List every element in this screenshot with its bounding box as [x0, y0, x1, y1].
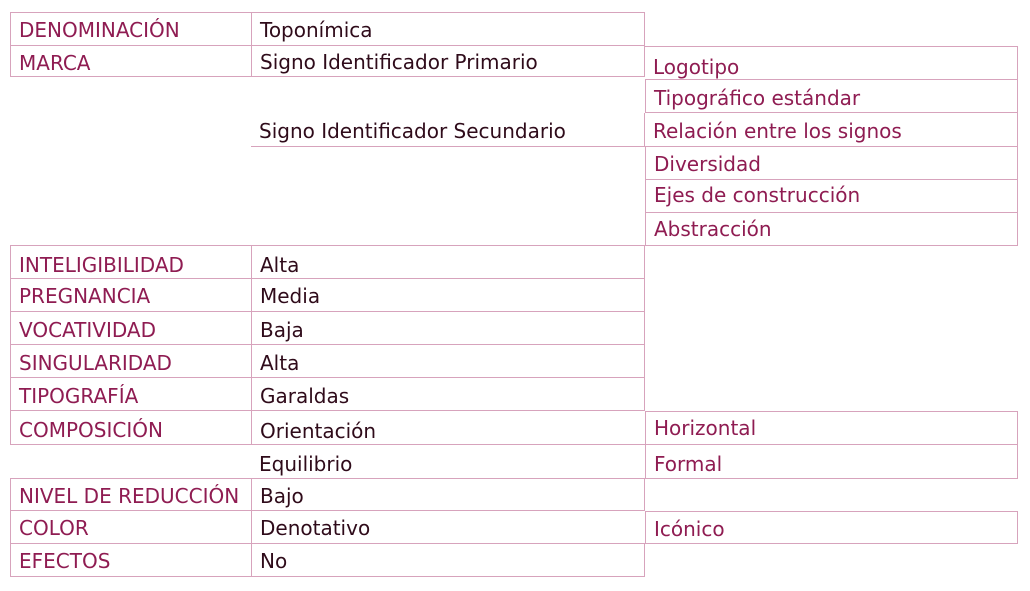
marca-subitem-relacion-signos: Relación entre los signos: [645, 113, 1018, 147]
marca-secondary-sign: Signo Identificador Secundario: [251, 113, 645, 147]
value-singularidad: Alta: [251, 345, 645, 378]
label-nivel-reduccion: NIVEL DE REDUCCIÓN: [10, 478, 251, 511]
label-efectos: EFECTOS: [10, 544, 251, 577]
composicion-value-formal: Formal: [645, 445, 1018, 479]
value-denominacion: Toponímica: [251, 12, 645, 46]
value-pregnancia: Media: [251, 279, 645, 312]
value-vocatividad: Baja: [251, 312, 645, 345]
label-color: COLOR: [10, 511, 251, 544]
label-marca: MARCA: [10, 46, 251, 77]
value-color: Denotativo: [251, 511, 645, 544]
label-vocatividad: VOCATIVIDAD: [10, 312, 251, 345]
marca-subitem-logotipo: Logotipo: [645, 46, 1018, 80]
label-composicion: COMPOSICIÓN: [10, 411, 251, 445]
marca-primary-sign: Signo Identificador Primario: [251, 46, 645, 77]
marca-subitem-abstraccion: Abstracción: [645, 213, 1018, 246]
marca-subitem-ejes-construccion: Ejes de construcción: [645, 180, 1018, 213]
value-efectos: No: [251, 544, 645, 577]
value-tipografia: Garaldas: [251, 378, 645, 411]
composicion-item-orientacion: Orientación: [251, 411, 645, 445]
label-inteligibilidad: INTELIGIBILIDAD: [10, 245, 251, 279]
marca-subitem-diversidad: Diversidad: [645, 147, 1018, 180]
value-color-extra: Icónico: [645, 511, 1018, 544]
value-nivel-reduccion: Bajo: [251, 478, 645, 511]
label-tipografia: TIPOGRAFÍA: [10, 378, 251, 411]
label-singularidad: SINGULARIDAD: [10, 345, 251, 378]
label-denominacion: DENOMINACIÓN: [10, 12, 251, 46]
label-pregnancia: PREGNANCIA: [10, 279, 251, 312]
composicion-value-horizontal: Horizontal: [645, 411, 1018, 445]
composicion-item-equilibrio: Equilibrio: [251, 445, 645, 479]
value-inteligibilidad: Alta: [251, 245, 645, 279]
marca-subitem-tipografico-estandar: Tipográfico estándar: [645, 80, 1018, 113]
